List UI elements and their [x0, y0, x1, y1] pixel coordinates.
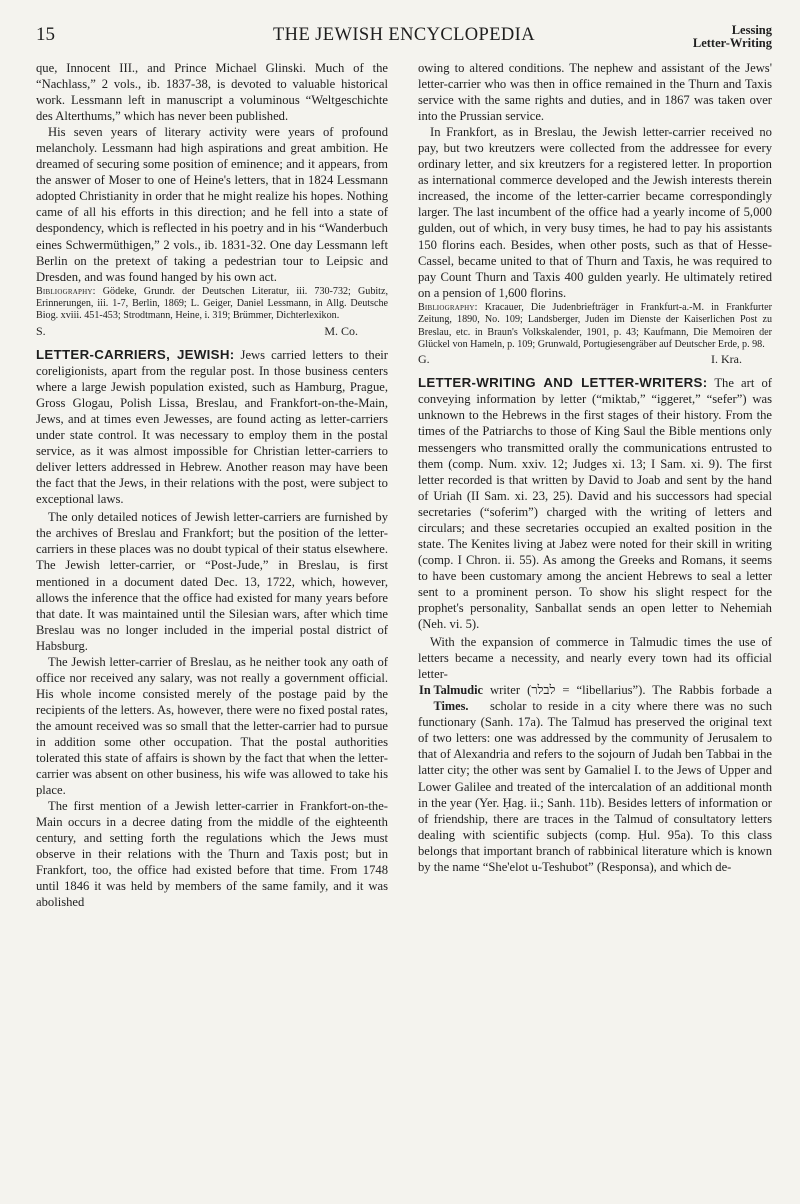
paragraph: In Frankfort, as in Breslau, the Jewish letter-carrier received no pay, but two kreutzers were collected from the addressee for every ordinary letter, and six kreutzers for a registered letter. In proportion as international commerce developed and the Jewish interests therein increased, the income of the letter-carrier became correspondingly larger. The last incumbent of the office had a yearly income of 5,000 gulden, out of which, in very busy times, he had to pay his assistants 150 florins each. Besides, when other posts, such as that of Hesse-Cassel, became united to that of Thurn and Taxis, he was required to pay Count Thurn and Taxis 400 gulden yearly. He ultimately retired on a pension of 1,600 florins.	[418, 125, 772, 300]
paragraph: With the expansion of commerce in Talmudic times the use of letters became a necessity, and nearly every town had its official letter-	[418, 635, 772, 682]
bibliography-label: Bibliography:	[36, 285, 96, 297]
running-header	[36, 24, 772, 64]
paragraph-text: writer (לבלר = “libellarius”). The Rabbis forbade a scholar to reside in a city where there was no such functionary (Sanh. 17a). The Talmud has preserved the original text of two letters: one was addressed by the community of Jerusalem to that of Alexandria and refers to the sojourn of Judah ben Tabbai in the latter city; the other was sent by Gamaliel I. to the Jews of Upper and Lower Galilee and treated of the intercalation of an additional month in the year (Yer. Ḥag. ii.; Sanh. 11b). Besides letters of information or of friendship, there are traces in the Talmud of consultatory letters dealing with scientific subjects (comp. Ḥul. 95a). To this class belongs that important branch of rabbinical literature which is known by the name “She'elot u-Teshubot” (Responsa), and which de-	[418, 683, 772, 874]
signature-initial: G.	[418, 352, 430, 367]
paragraph: The only detailed notices of Jewish letter-carriers are furnished by the archives of Breslau and Frankfort; but the position of the letter-carriers in these places was no doubt typical of their status elsewhere. The Jewish letter-carrier, or “Post-Jude,” in Breslau, is first mentioned in a document dated Dec. 13, 1722, which, however, allows the inference that the office had existed for many years before that date. It was maintained until the Silesian wars, after which time Breslau was no longer included in the imperial postal district of Habsburg.	[36, 510, 388, 653]
signature-author: M. Co.	[324, 323, 358, 338]
running-title: THE JEWISH ENCYCLOPEDIA	[272, 25, 535, 45]
bibliography-text: Kracauer, Die Judenbriefträger in Frankfurt-a.-M. in Frankfurter Zeitung, 1890, No. 109; Landsberger, Juden im Dienste der Kaiserlichen Post zu Breslau, etc. in Braun's Volkskalender, 1901, p. 43; Kaufmann, Die Memoiren der Glückel von Hameln, p. 109; Grunwald, Portugiesengräber auf Deutscher Erde, p. 98.	[418, 301, 772, 350]
paragraph: owing to altered conditions. The nephew and assistant of the Jews' letter-carrier who was then in office remained in the Thurn and Taxis service with the same rights and duties, and in 1867 was taken over into the Prussian service.	[418, 61, 772, 124]
bibliography	[418, 302, 772, 352]
article-letter-carriers	[36, 347, 388, 507]
guide-word-top: Lessing	[731, 23, 772, 37]
left-column	[36, 60, 388, 911]
article-text: The art of conveying information by letter (“miktab,” “iggeret,” “sefer”) was unknown to the Hebrews in the first stages of their history. From the times of the Patriarchs to those of King Saul the Bible mentions only messengers who transmitted orally the communications entrusted to them (comp. Num. xxiv. 12; Judges xi. 13; I Sam. xi. 9). The first letter recorded is that written by David to Joab and sent by the hand of Uriah (II Sam. xi. 23, 25). David and his successors had special secretaries (“soferim”) charged with the writing of letters and circulars; and these secretaries occupied an exalted position in the state. The Kenites living at Jabez were noted for their skill in writing (comp. I Chron. ii. 55). As among the Greeks and Romans, it seems to have been customary among the ancient Hebrews to seal a letter sent to a prominent person. To show his slight respect for the prophet's personality, Sanballat sends an open letter to Nehemiah (Neh. vi. 5).	[418, 376, 772, 632]
guide-word-bottom: Letter-Writing	[692, 36, 772, 50]
paragraph: que, Innocent III., and Prince Michael Glinski. Much of the “Nachlass,” 2 vols., ib. 1837-38, is devoted to valuable historical work. Lessmann left in manuscript a voluminous “Weltgeschichte des Alterthums,” which has never been published.	[36, 61, 388, 124]
paragraph: His seven years of literary activity were years of profound melancholy. Lessmann had high aspirations and great ambition. He dreamed of securing some position of eminence; and it appears, from the answer of Moser to one of Heine's letters, that in 1824 Lessmann adopted Christianity in order that he might realize his hopes. Nothing came of all his efforts in this direction; and he fell into a state of despondency, which is reflected in his poetry and in his “Wanderbuch eines Schwermüthigen,” 2 vols., ib. 1831-32. One day Lessmann left Berlin on the pretext of taking a pedestrian tour to Leipsic and Dresden, and was found hanged by his own act.	[36, 125, 388, 284]
page-number: 15	[36, 24, 55, 45]
article-letter-writing	[418, 375, 772, 632]
article-heading: LETTER-WRITING AND LETTER-WRITERS:	[418, 375, 708, 391]
right-column	[418, 60, 772, 875]
signature-line	[418, 352, 772, 367]
bibliography-label: Bibliography:	[418, 301, 478, 313]
bibliography	[36, 286, 388, 323]
article-heading: LETTER-CARRIERS, JEWISH:	[36, 346, 235, 362]
guide-words	[693, 24, 772, 50]
bibliography-text: Gödeke, Grundr. der Deutschen Literatur, iii. 730-732; Gubitz, Erinnerungen, iii. 1-7, Berlin, 1869; L. Geiger, Daniel Lessmann, in Allg. Deutsche Biog. xviii. 451-453; Strodtmann, Heine, i. 319; Brümmer, Dichterlexikon.	[36, 285, 388, 322]
paragraph-with-sidenote	[418, 682, 772, 875]
signature-line	[36, 324, 388, 339]
margin-sidenote: In Talmudic Times.	[419, 683, 483, 714]
signature-initial: S.	[36, 323, 46, 338]
paragraph: The first mention of a Jewish letter-carrier in Frankfort-on-the-Main occurs in a decree dating from the middle of the eighteenth century, and setting forth the regulations which the Jews must observe in their relations with the Thurn and Taxis post; but in Frankfort, too, the office had existed before that time. From 1748 until 1846 it was held by members of the same family, and it was abolished	[36, 799, 388, 910]
signature-author: I. Kra.	[711, 352, 742, 367]
paragraph: The Jewish letter-carrier of Breslau, as he neither took any oath of office nor received any salary, was not really a government official. His whole income consisted merely of the postage paid by the recipients of the letters. As, however, there were no fixed postal rates, the amount received was so small that the letter-carrier had to pursue in addition some other occupation. That the postal authorities tolerated this state of affairs is shown by the fact that when the letter-carrier was absent on other business, his wife was allowed to take his place.	[36, 654, 388, 798]
article-text: Jews carried letters to their coreligionists, apart from the regular post. In those business centers where a large Jewish population existed, such as Hamburg, Prague, Gross Glogau, Polish Lissa, Breslau, and Frankfort-on-the-Main, Jews, and at times even Jewesses, are found acting as letter-carriers under state control. It was necessary to employ them in the postal service, as it was almost impossible for Christian letter-carriers to deliver letters addressed in Hebrew. Another reason may have been the fact that the Jews, in their relations with the post, were subject to exceptional laws.	[36, 347, 388, 507]
